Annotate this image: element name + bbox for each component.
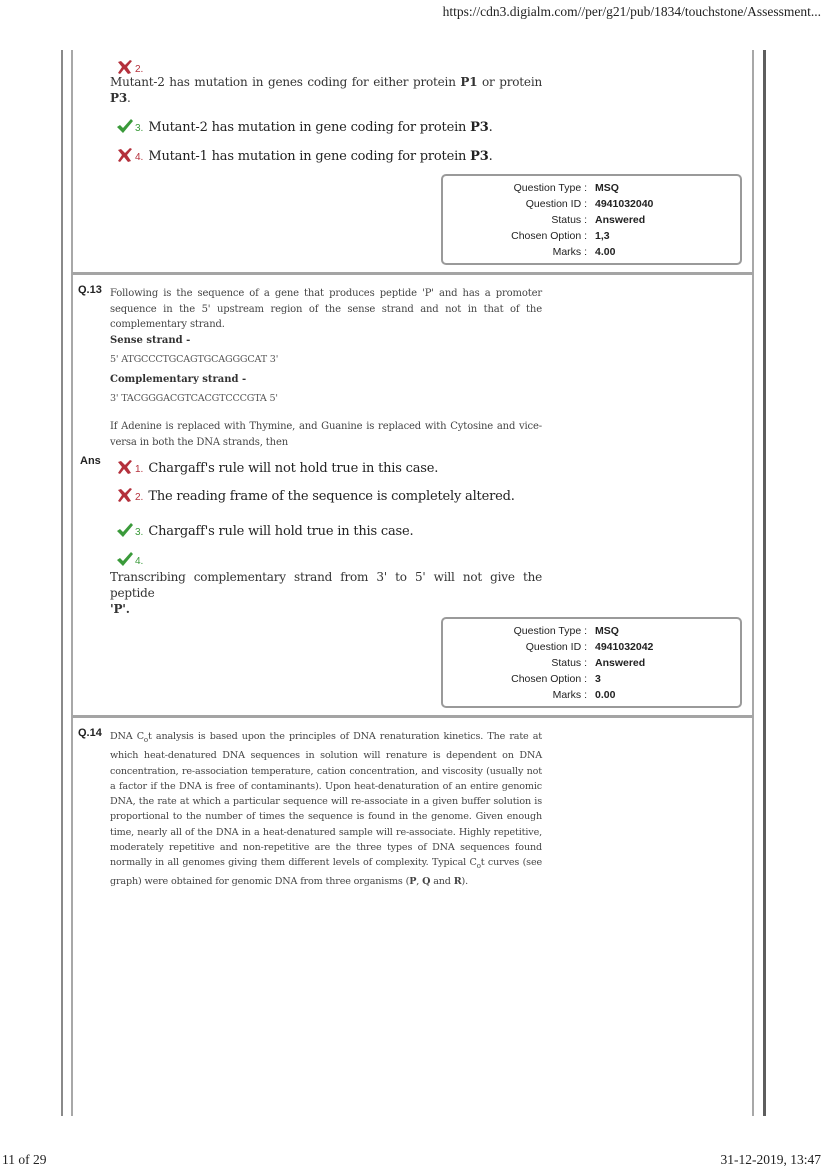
q12-info-box [441, 174, 742, 265]
option-text: . [126, 91, 131, 105]
q12-option-4 [116, 144, 493, 164]
option-bold: P3 [470, 120, 489, 135]
info-value: 4941032042 [595, 641, 654, 653]
info-value: 4941032040 [595, 198, 654, 210]
info-key: Chosen Option : [511, 673, 587, 685]
info-value: 4.00 [595, 246, 616, 258]
frame-left-inner-line [71, 50, 73, 1116]
organism-q: Q [422, 876, 431, 888]
info-marks [443, 689, 740, 705]
question-text-part: t analysis is based upon the principles of DNA renaturation kinetics. The rate at which heat-denatured DNA sequences in solution will renature is dependent on DNA concentration, re-association temperature, cation concentration, and viscosity (usually not a factor if the DNA is free of contaminants). Upon heat-denaturation of an entire genomic DNA, the rate at which a particular sequence will re-associate in a given buffer solution is proportional to the number of times the sequence is found in the genome. Given enough time, nearly all of the DNA in a heat-denatured sample will re-associate. Highly repetitive, moderately repetitive and non-repetitive are the three types of DNA sequences found normally in all genomes giving them different levels of complexity. Typical C [110, 731, 543, 869]
cross-icon [116, 487, 134, 503]
option-text-part: . [488, 120, 493, 135]
info-chosen-option [443, 673, 740, 689]
info-marks [443, 246, 740, 262]
subscript: o [143, 735, 148, 744]
q13-info-box [441, 617, 742, 708]
sense-strand-sequence: 5' ATGCCCTGCAGTGCAGGGCAT 3' [110, 354, 279, 365]
q13-option-4 [116, 548, 148, 567]
option-text [148, 120, 492, 135]
cross-icon [116, 59, 134, 75]
option-bold: P3 [470, 149, 489, 164]
organism-p: P [409, 876, 417, 888]
info-question-id [443, 641, 740, 657]
q12-option-3 [116, 115, 493, 135]
option-text [148, 149, 492, 164]
option-text-part: Mutant-2 has mutation in gene coding for protein [148, 120, 471, 135]
info-value: 1,3 [595, 230, 610, 242]
info-value: 0.00 [595, 689, 616, 701]
option-text: Chargaff's rule will hold true in this case. [148, 524, 414, 539]
info-value: MSQ [595, 625, 619, 637]
separator: ). [461, 876, 469, 888]
option-number: 4. [135, 152, 144, 163]
separator: , [416, 876, 423, 888]
print-footer-datetime: 31-12-2019, 13:47 [720, 1152, 821, 1167]
option-number: 2. [135, 64, 144, 75]
print-header-url: https://cdn3.digialm.com//per/g21/pub/1834/touchstone/Assessment... [442, 4, 821, 19]
question-text [110, 729, 542, 890]
question-number: Q.13 [78, 284, 102, 296]
info-status [443, 214, 740, 230]
q13-option-3 [116, 519, 413, 539]
info-key: Marks : [552, 689, 587, 701]
sense-strand-heading: Sense strand - [110, 335, 191, 346]
complementary-strand-heading: Complementary strand - [110, 374, 247, 385]
checkmark-icon [116, 522, 134, 538]
info-value: Answered [595, 657, 646, 669]
info-question-type [443, 182, 740, 198]
print-footer-page: 11 of 29 [2, 1152, 47, 1167]
question-text-part: DNA C [110, 731, 144, 742]
info-key: Marks : [552, 246, 587, 258]
info-chosen-option [443, 230, 740, 246]
info-key: Question ID : [525, 198, 587, 210]
question-separator [72, 715, 753, 718]
option-bold: P1 [460, 75, 478, 89]
info-value: Answered [595, 214, 646, 226]
q13-option-2 [116, 484, 515, 504]
cross-icon [116, 147, 134, 163]
option-bold: 'P'. [110, 602, 130, 616]
info-question-id [443, 198, 740, 214]
question-separator [72, 272, 753, 275]
info-value: 3 [595, 673, 601, 685]
option-number: 3. [135, 527, 144, 538]
q13-option-1 [116, 456, 438, 476]
option-text: Transcribing complementary strand from 3' to 5' will not give the peptide [110, 570, 542, 600]
frame-left-outer-line [61, 50, 63, 1116]
question-text: Following is the sequence of a gene that produces peptide 'P' and has a promoter sequence in the 5' upstream region of the sense strand and not in that of the complementary strand. [110, 288, 542, 330]
info-key: Status : [551, 214, 587, 226]
option-number: 4. [135, 556, 144, 567]
option-text-part: . [488, 149, 493, 164]
option-text: Chargaff's rule will not hold true in this case. [148, 461, 439, 476]
q13-option-4-text [110, 569, 542, 617]
option-text: The reading frame of the sequence is completely altered. [148, 489, 515, 504]
info-status [443, 657, 740, 673]
option-number: 1. [135, 464, 144, 475]
organism-r: R [453, 876, 462, 888]
info-value: MSQ [595, 182, 619, 194]
option-number: 2. [135, 492, 144, 503]
q12-option-2 [116, 56, 148, 75]
frame-right-inner-line [752, 50, 754, 1116]
answer-label: Ans [80, 455, 101, 467]
info-key: Chosen Option : [511, 230, 587, 242]
cross-icon [116, 459, 134, 475]
question-text-part: t curves (see graph) were obtained for genomic DNA from three organisms ( [110, 857, 543, 888]
checkmark-icon [116, 118, 134, 134]
checkmark-icon [116, 551, 134, 567]
option-bold: P3 [110, 91, 127, 105]
subscript: o [476, 862, 481, 871]
question-condition: If Adenine is replaced with Thymine, and Guanine is replaced with Cytosine and vice-versa in both the DNA strands, then [110, 421, 542, 448]
separator: and [430, 876, 454, 888]
info-key: Question ID : [525, 641, 587, 653]
info-key: Question Type : [513, 182, 587, 194]
option-text: or protein [477, 75, 542, 89]
option-number: 3. [135, 123, 144, 134]
complementary-strand-sequence: 3' TACGGGACGTCACGTCCCGTA 5' [110, 393, 278, 404]
option-text: Mutant-2 has mutation in genes coding for either protein [110, 75, 461, 89]
info-key: Status : [551, 657, 587, 669]
frame-right-outer-line [763, 50, 766, 1116]
info-question-type [443, 625, 740, 641]
question-number: Q.14 [78, 727, 102, 739]
info-key: Question Type : [513, 625, 587, 637]
q12-option-2-text [110, 74, 542, 106]
option-text-part: Mutant-1 has mutation in gene coding for protein [148, 149, 471, 164]
